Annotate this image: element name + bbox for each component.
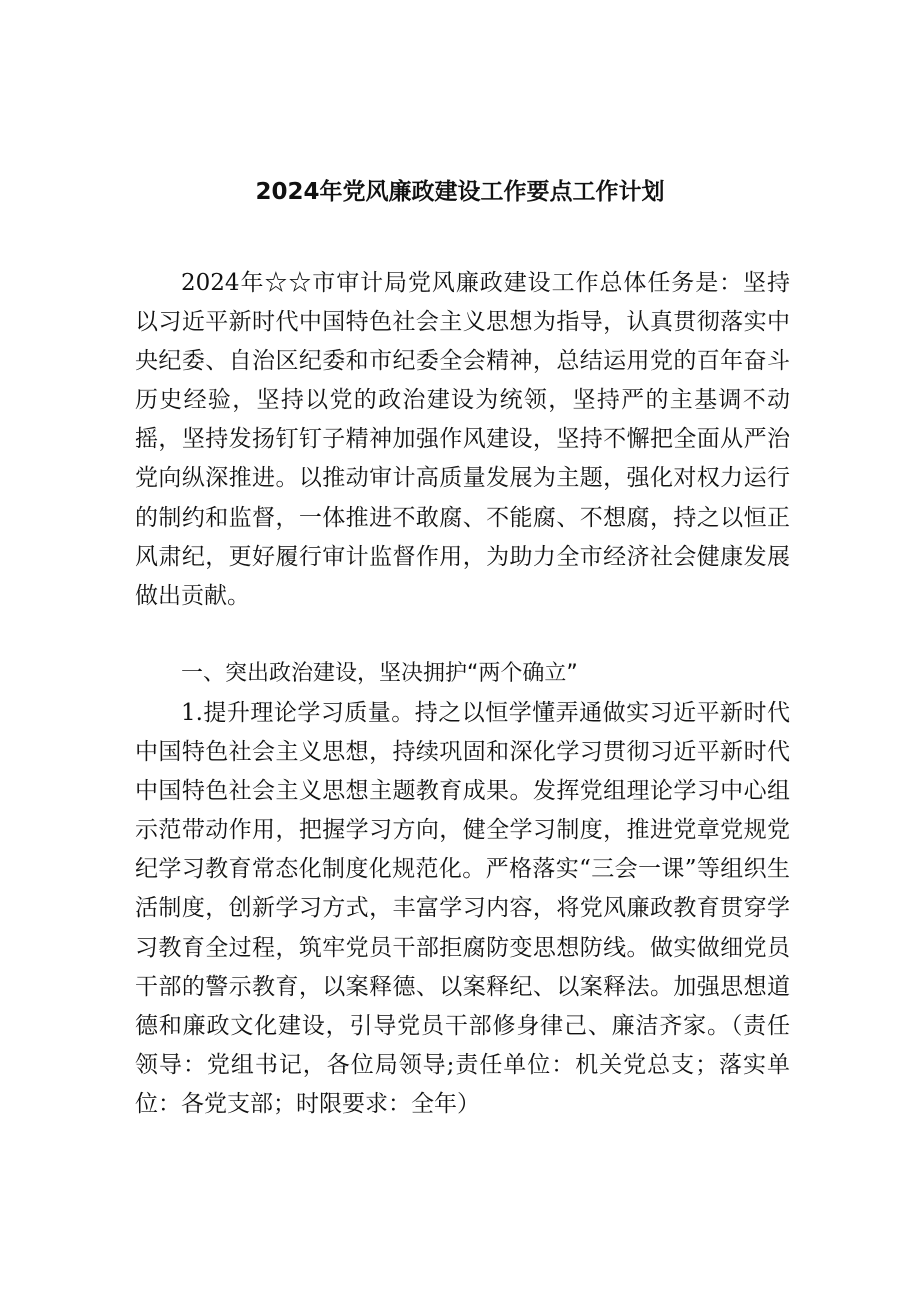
intro-paragraph: 2024年☆☆市审计局党风廉政建设工作总体任务是：坚持以习近平新时代中国特色社会主义思想为指导，认真贯彻落实中央纪委、自治区纪委和市纪委全会精神，总结运用党的百年奋斗历史经验，坚持以党的政治建设为统领，坚持严的主基调不动摇，坚持发扬钉钉子精神加强作风建设，坚持不懈把全面从严治党向纵深推进。以推动审计高质量发展为主题，强化对权力运行的制约和监督，一体推进不敢腐、不能腐、不想腐，持之以恒正风肃纪，更好履行审计监督作用，为助力全市经济社会健康发展做出贡献。 — [135, 270, 790, 609]
item-paragraph: 1.提升理论学习质量。持之以恒学懂弄通做实习近平新时代中国特色社会主义思想，持续巩固和深化学习贯彻习近平新时代中国特色社会主义思想主题教育成果。发挥党组理论学习中心组示范带动作用，把握学习方向，健全学习制度，推进党章党规党纪学习教育常态化制度化规范化。严格落实“三会一课”等组织生活制度，创新学习方式，丰富学习内容，将党风廉政教育贯穿学习教育全过程，筑牢党员干部拒腐防变思想防线。做实做细党员干部的警示教育，以案释德、以案释纪、以案释法。加强思想道德和廉政文化建设，引导党员干部修身律己、廉洁齐家。（责任领导：党组书记，各位局领导;责任单位：机关党总支；落实单位：各党支部；时限要求：全年） — [135, 700, 790, 1117]
document-title: 2024年党风廉政建设工作要点工作计划 — [255, 179, 665, 205]
section-heading: 一、突出政治建设，坚决拥护“两个确立” — [181, 661, 578, 686]
